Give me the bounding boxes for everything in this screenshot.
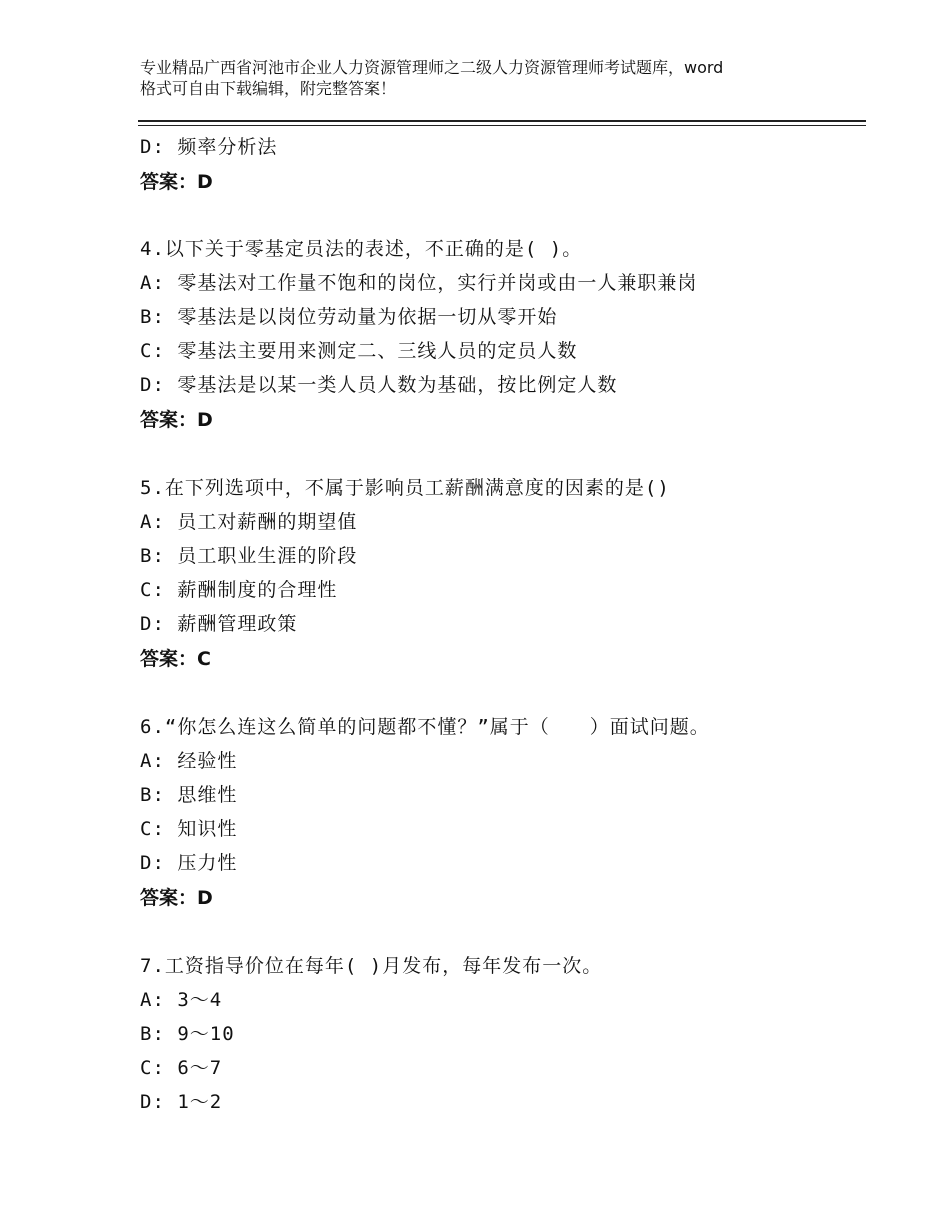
question-4-option-c: C: 零基法主要用来测定二、三线人员的定员人数 — [140, 340, 578, 362]
question-6-option-b: B: 思维性 — [140, 784, 238, 806]
question-5-option-a: A: 员工对薪酬的期望值 — [140, 511, 358, 533]
question-7-option-d: D: 1～2 — [140, 1091, 223, 1113]
question-4-stem: 4.以下关于零基定员法的表述，不正确的是( )。 — [140, 238, 583, 260]
document-header — [140, 57, 830, 99]
question-5-answer: 答案：C — [140, 648, 211, 670]
prev-option-d: D: 频率分析法 — [140, 136, 278, 158]
question-5-option-d: D: 薪酬管理政策 — [140, 613, 298, 635]
question-7-option-c: C: 6～7 — [140, 1057, 223, 1079]
question-5-option-b: B: 员工职业生涯的阶段 — [140, 545, 358, 567]
question-4-option-b: B: 零基法是以岗位劳动量为依据一切从零开始 — [140, 306, 558, 328]
question-5-option-c: C: 薪酬制度的合理性 — [140, 579, 338, 601]
question-7-option-a: A: 3～4 — [140, 989, 223, 1011]
header-title-line-1: 专业精品广西省河池市企业人力资源管理师之二级人力资源管理师考试题库，word — [140, 58, 724, 77]
header-divider-thick — [138, 120, 866, 122]
header-title-line-2: 格式可自由下载编辑，附完整答案！ — [140, 79, 397, 98]
prev-answer: 答案：D — [140, 171, 213, 193]
question-6-stem: 6.“你怎么连这么简单的问题都不懂？”属于（ ）面试问题。 — [140, 716, 710, 738]
question-7-option-b: B: 9～10 — [140, 1023, 235, 1045]
question-6-option-a: A: 经验性 — [140, 750, 238, 772]
question-6-option-d: D: 压力性 — [140, 852, 238, 874]
question-7-stem: 7.工资指导价位在每年( )月发布，每年发布一次。 — [140, 955, 603, 977]
question-6-answer: 答案：D — [140, 887, 213, 909]
question-5-stem: 5.在下列选项中，不属于影响员工薪酬满意度的因素的是() — [140, 477, 670, 499]
question-4-option-a: A: 零基法对工作量不饱和的岗位，实行并岗或由一人兼职兼岗 — [140, 272, 698, 294]
question-4-answer: 答案：D — [140, 409, 213, 431]
question-4-option-d: D: 零基法是以某一类人员人数为基础，按比例定人数 — [140, 374, 618, 396]
header-divider-thin — [138, 125, 866, 126]
question-6-option-c: C: 知识性 — [140, 818, 238, 840]
